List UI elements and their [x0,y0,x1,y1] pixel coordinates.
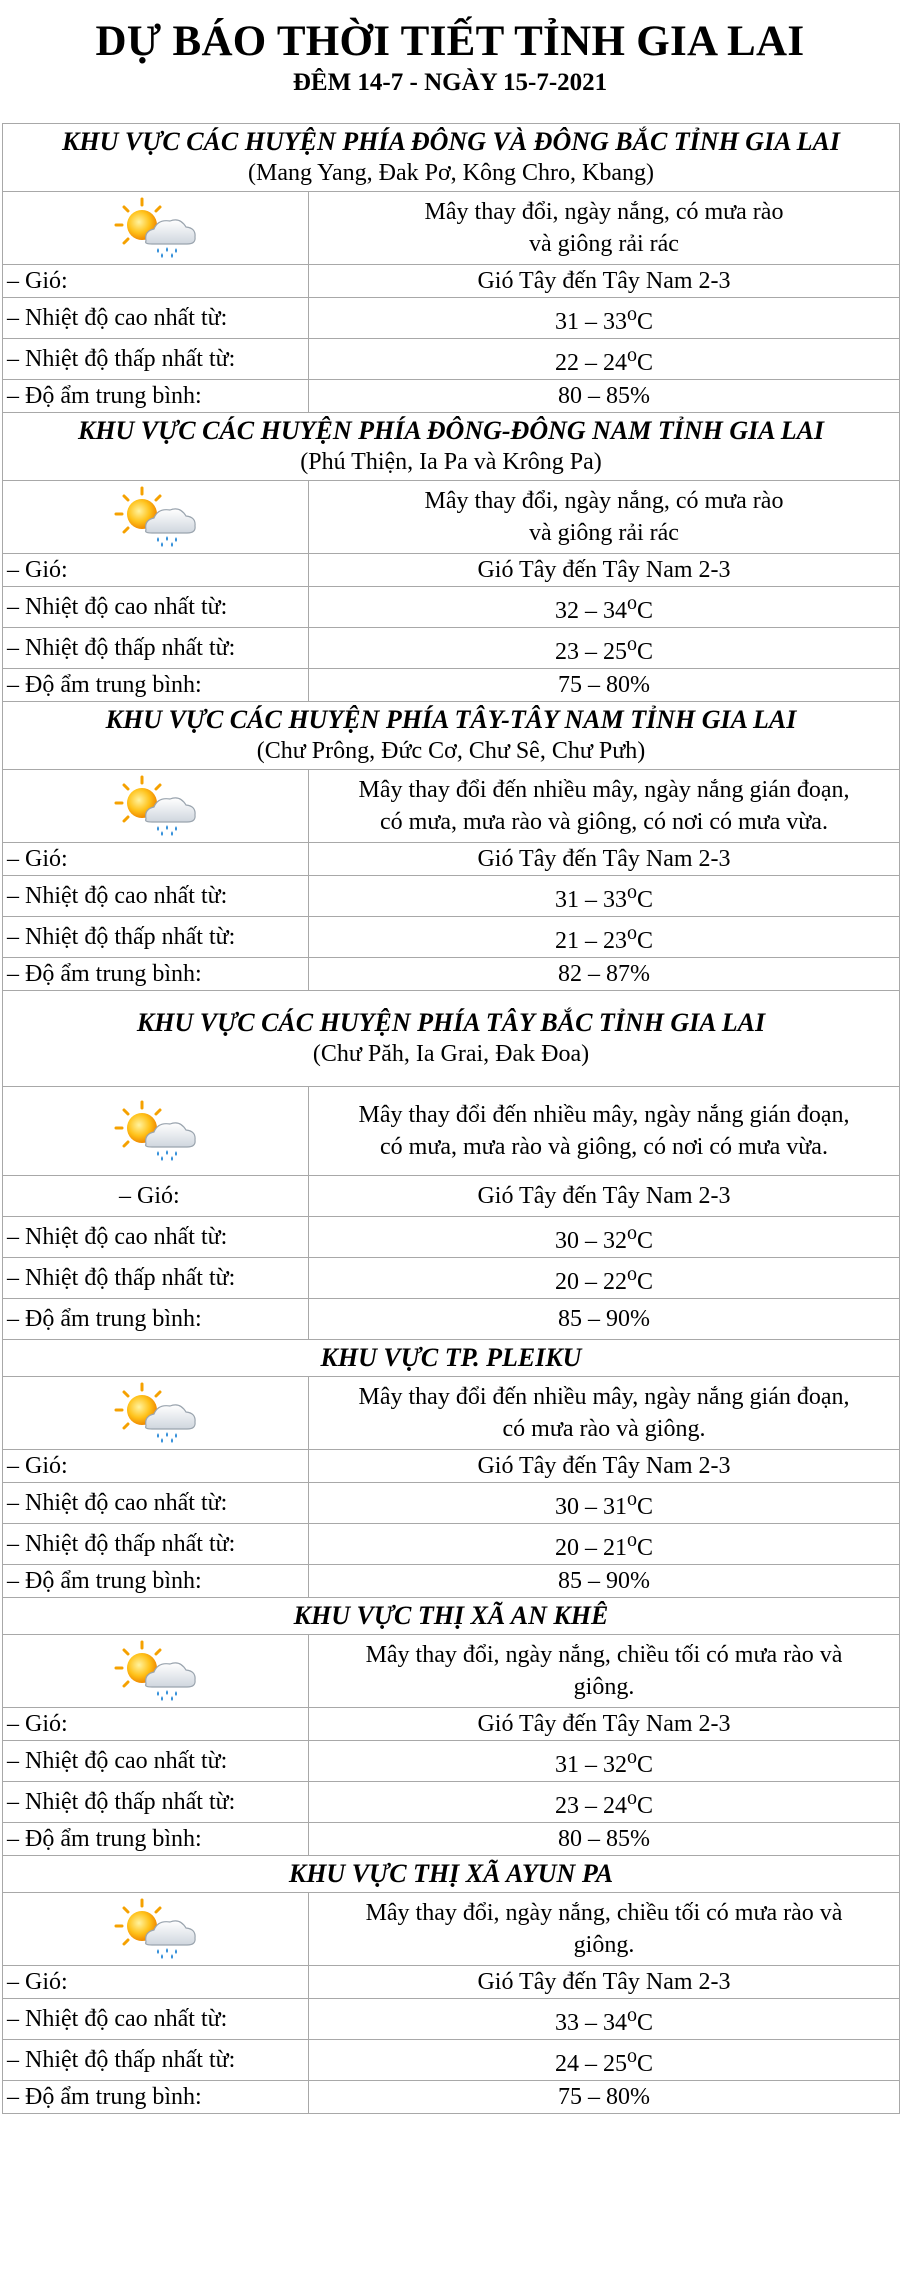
region-header [3,1856,900,1893]
wind-value: Gió Tây đến Tây Nam 2-3 [309,1708,900,1741]
region-header-row [3,991,900,1087]
wind-value: Gió Tây đến Tây Nam 2-3 [309,265,900,298]
humidity-row [3,380,900,413]
wind-value: Gió Tây đến Tây Nam 2-3 [309,1176,900,1217]
low-temp-label: – Nhiệt độ thấp nhất từ: [3,2040,309,2081]
high-temp-range: 30 – 32 [554,1228,627,1254]
low-temp-value: 20 – 22$^o$C [309,1258,900,1299]
weather-description [309,1087,900,1176]
description-line-1: Mây thay đổi, ngày nắng, có mưa rào [424,488,784,514]
region-header [3,413,900,481]
region-name: KHU VỰC CÁC HUYỆN PHÍA TÂY BẮC TỈNH GIA LAI [136,1008,766,1037]
low-temp-label: – Nhiệt độ thấp nhất từ: [3,1258,309,1299]
weather-icon-cell [3,1635,309,1708]
region-name: KHU VỰC THỊ XÃ AN KHÊ [293,1601,609,1630]
weather-description [309,770,900,843]
wind-label: – Gió: [3,1966,309,1999]
high-temp-label: – Nhiệt độ cao nhất từ: [3,1999,309,2040]
high-temp-value: 31 – 32$^o$C [309,1741,900,1782]
low-temp-value: 20 – 21$^o$C [309,1524,900,1565]
humidity-label: – Độ ẩm trung bình: [3,2081,309,2114]
region-header [3,124,900,192]
low-temp-row [3,1524,900,1565]
weather-icon-cell [3,1087,309,1176]
weather-row [3,770,900,843]
high-temp-unit: C [636,598,653,624]
wind-row [3,1176,900,1217]
wind-row [3,843,900,876]
weather-description [309,1635,900,1708]
high-temp-value: 30 – 32$^o$C [309,1217,900,1258]
low-temp-value: 22 – 24$^o$C [309,339,900,380]
humidity-row [3,669,900,702]
high-temp-range: 31 – 33 [554,309,627,335]
region-name: KHU VỰC CÁC HUYỆN PHÍA ĐÔNG VÀ ĐÔNG BẮC TỈNH GIA LAI [62,127,840,156]
humidity-label: – Độ ẩm trung bình: [3,380,309,413]
high-temp-unit: C [636,887,653,913]
region-header-row [3,1340,900,1377]
description-line-2: và giông rải rác [529,231,679,257]
high-temp-row [3,1217,900,1258]
weather-icon-cell [3,1377,309,1450]
region-districts: (Chư Prông, Đức Cơ, Chư Sê, Chư Pưh) [256,738,646,764]
sun-behind-rain-cloud-icon [114,214,198,240]
region-header-row [3,413,900,481]
low-temp-row [3,1258,900,1299]
low-temp-range: 23 – 25 [554,639,627,665]
low-temp-range: 23 – 24 [554,1793,627,1819]
wind-value: Gió Tây đến Tây Nam 2-3 [309,1450,900,1483]
description-line-2: giông. [573,1674,635,1700]
description-line-1: Mây thay đổi, ngày nắng, chiều tối có mưa rào và [365,1900,843,1926]
low-temp-unit: C [636,1535,653,1561]
high-temp-value: 30 – 31$^o$C [309,1483,900,1524]
high-temp-value: 31 – 33$^o$C [309,876,900,917]
weather-icon-cell [3,770,309,843]
humidity-value: 75 – 80% [309,669,900,702]
region-header-row [3,1598,900,1635]
region-name: KHU VỰC TP. PLEIKU [320,1343,582,1372]
region-name: KHU VỰC CÁC HUYỆN PHÍA ĐÔNG-ĐÔNG NAM TỈNH GIA LAI [77,416,825,445]
region-header-row [3,1856,900,1893]
region-name: KHU VỰC THỊ XÃ AYUN PA [288,1859,614,1888]
high-temp-range: 31 – 32 [554,1752,627,1778]
high-temp-unit: C [636,309,653,335]
humidity-label: – Độ ẩm trung bình: [3,1823,309,1856]
weather-icon-cell [3,481,309,554]
page-title: DỰ BÁO THỜI TIẾT TỈNH GIA LAI [95,18,805,65]
low-temp-row [3,917,900,958]
high-temp-unit: C [636,1228,653,1254]
humidity-row [3,958,900,991]
description-line-1: Mây thay đổi đến nhiều mây, ngày nắng gián đoạn, [358,1384,850,1410]
region-name: KHU VỰC CÁC HUYỆN PHÍA TÂY-TÂY NAM TỈNH GIA LAI [105,705,797,734]
low-temp-value: 23 – 24$^o$C [309,1782,900,1823]
wind-row [3,1708,900,1741]
weather-row [3,1377,900,1450]
humidity-label: – Độ ẩm trung bình: [3,1299,309,1340]
low-temp-unit: C [636,350,653,376]
low-temp-label: – Nhiệt độ thấp nhất từ: [3,1782,309,1823]
humidity-label: – Độ ẩm trung bình: [3,958,309,991]
low-temp-value: 23 – 25$^o$C [309,628,900,669]
sun-behind-rain-cloud-icon [114,503,198,529]
high-temp-unit: C [636,1752,653,1778]
high-temp-value: 32 – 34$^o$C [309,587,900,628]
humidity-value: 85 – 90% [309,1565,900,1598]
high-temp-range: 33 – 34 [554,2010,627,2036]
high-temp-label: – Nhiệt độ cao nhất từ: [3,298,309,339]
wind-value: Gió Tây đến Tây Nam 2-3 [309,843,900,876]
sun-behind-rain-cloud-icon [114,1399,198,1425]
high-temp-label: – Nhiệt độ cao nhất từ: [3,1483,309,1524]
description-line-1: Mây thay đổi đến nhiều mây, ngày nắng gián đoạn, [358,777,850,803]
low-temp-label: – Nhiệt độ thấp nhất từ: [3,917,309,958]
high-temp-row [3,1483,900,1524]
low-temp-range: 21 – 23 [554,928,627,954]
wind-row [3,554,900,587]
high-temp-label: – Nhiệt độ cao nhất từ: [3,1741,309,1782]
low-temp-unit: C [636,2051,653,2077]
low-temp-unit: C [636,928,653,954]
humidity-value: 85 – 90% [309,1299,900,1340]
low-temp-label: – Nhiệt độ thấp nhất từ: [3,628,309,669]
humidity-value: 82 – 87% [309,958,900,991]
wind-row [3,1966,900,1999]
wind-label: – Gió: [3,554,309,587]
low-temp-value: 21 – 23$^o$C [309,917,900,958]
high-temp-range: 30 – 31 [554,1494,627,1520]
low-temp-unit: C [636,1793,653,1819]
weather-row [3,1893,900,1966]
weather-row [3,1635,900,1708]
high-temp-label: – Nhiệt độ cao nhất từ: [3,876,309,917]
low-temp-row [3,1782,900,1823]
humidity-value: 80 – 85% [309,380,900,413]
weather-icon-cell [3,192,309,265]
wind-row [3,1450,900,1483]
description-line-2: có mưa rào và giông. [502,1416,706,1442]
description-line-2: có mưa, mưa rào và giông, có nơi có mưa vừa. [380,809,828,835]
high-temp-unit: C [636,2010,653,2036]
weather-description [309,1377,900,1450]
low-temp-unit: C [636,639,653,665]
high-temp-range: 32 – 34 [554,598,627,624]
description-line-1: Mây thay đổi, ngày nắng, có mưa rào [424,199,784,225]
low-temp-label: – Nhiệt độ thấp nhất từ: [3,1524,309,1565]
humidity-label: – Độ ẩm trung bình: [3,1565,309,1598]
humidity-row [3,1823,900,1856]
wind-label: – Gió: [3,1176,309,1217]
high-temp-row [3,587,900,628]
wind-row [3,265,900,298]
humidity-row [3,1565,900,1598]
low-temp-range: 22 – 24 [554,350,627,376]
low-temp-label: – Nhiệt độ thấp nhất từ: [3,339,309,380]
page-subtitle: ĐÊM 14-7 - NGÀY 15-7-2021 [292,69,608,96]
forecast-table [2,123,900,2114]
weather-description [309,1893,900,1966]
high-temp-row [3,876,900,917]
description-line-2: và giông rải rác [529,520,679,546]
high-temp-row [3,1999,900,2040]
low-temp-value: 24 – 25$^o$C [309,2040,900,2081]
region-districts: (Mang Yang, Đak Pơ, Kông Chro, Kbang) [247,160,654,186]
high-temp-label: – Nhiệt độ cao nhất từ: [3,587,309,628]
humidity-row [3,2081,900,2114]
description-line-1: Mây thay đổi, ngày nắng, chiều tối có mưa rào và [365,1642,843,1668]
low-temp-row [3,2040,900,2081]
region-header-row [3,702,900,770]
wind-label: – Gió: [3,843,309,876]
high-temp-value: 31 – 33$^o$C [309,298,900,339]
region-header [3,1340,900,1377]
region-header-row [3,124,900,192]
sun-behind-rain-cloud-icon [114,792,198,818]
high-temp-row [3,298,900,339]
high-temp-unit: C [636,1494,653,1520]
low-temp-range: 20 – 21 [554,1535,627,1561]
weather-description [309,192,900,265]
region-header [3,702,900,770]
wind-value: Gió Tây đến Tây Nam 2-3 [309,1966,900,1999]
weather-row [3,481,900,554]
region-districts: (Phú Thiện, Ia Pa và Krông Pa) [300,449,602,475]
weather-icon-cell [3,1893,309,1966]
humidity-row [3,1299,900,1340]
region-districts: (Chư Păh, Ia Grai, Đak Đoa) [312,1041,590,1067]
humidity-value: 75 – 80% [309,2081,900,2114]
weather-row [3,1087,900,1176]
wind-label: – Gió: [3,1708,309,1741]
weather-description [309,481,900,554]
sun-behind-rain-cloud-icon [114,1657,198,1683]
humidity-value: 80 – 85% [309,1823,900,1856]
wind-label: – Gió: [3,265,309,298]
high-temp-label: – Nhiệt độ cao nhất từ: [3,1217,309,1258]
low-temp-range: 24 – 25 [554,2051,627,2077]
low-temp-row [3,339,900,380]
high-temp-row [3,1741,900,1782]
low-temp-range: 20 – 22 [554,1269,627,1295]
region-header [3,1598,900,1635]
sun-behind-rain-cloud-icon [114,1117,198,1143]
description-line-2: giông. [573,1932,635,1958]
low-temp-unit: C [636,1269,653,1295]
sun-behind-rain-cloud-icon [114,1915,198,1941]
high-temp-value: 33 – 34$^o$C [309,1999,900,2040]
wind-value: Gió Tây đến Tây Nam 2-3 [309,554,900,587]
region-header [3,991,900,1087]
low-temp-row [3,628,900,669]
description-line-2: có mưa, mưa rào và giông, có nơi có mưa vừa. [380,1134,828,1160]
wind-label: – Gió: [3,1450,309,1483]
description-line-1: Mây thay đổi đến nhiều mây, ngày nắng gián đoạn, [358,1102,850,1128]
high-temp-range: 31 – 33 [554,887,627,913]
humidity-label: – Độ ẩm trung bình: [3,669,309,702]
weather-row [3,192,900,265]
